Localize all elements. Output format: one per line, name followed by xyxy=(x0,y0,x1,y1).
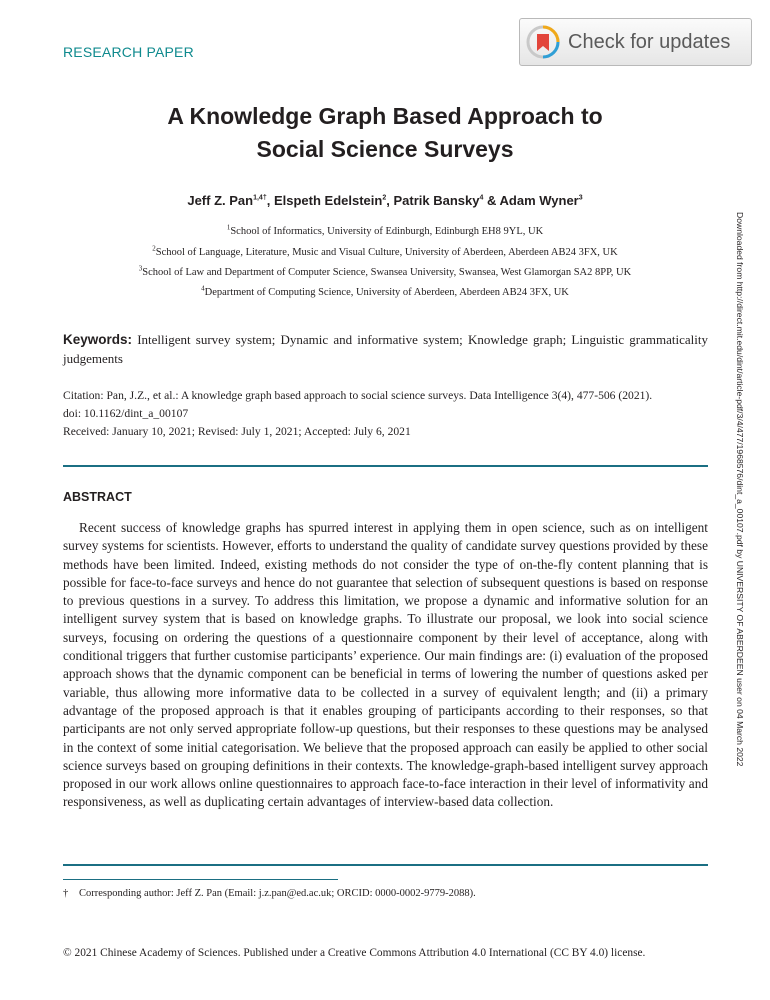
author-name: Patrik Bansky xyxy=(393,193,480,208)
footnote xyxy=(63,888,708,899)
affiliation xyxy=(60,244,710,258)
affiliation-sup: 4 xyxy=(201,284,205,293)
download-note: Downloaded from http://direct.mit.edu/dint/article-pdf/3/4/477/1968576/dint_a_00107.pdf by UNIVERSITY OF ABERDEEN user on 04 March 2022 xyxy=(735,212,745,767)
author-sep: & xyxy=(483,193,500,208)
citation-text: Citation: Pan, J.Z., et al.: A knowledge graph based approach to social science surveys. Data Intelligence 3(4), 477-506 (2021). xyxy=(63,389,653,402)
author-sep: , xyxy=(266,193,274,208)
footnote-mark: † xyxy=(63,888,69,899)
received-dates: Received: January 10, 2021; Revised: July 1, 2021; Accepted: July 6, 2021 xyxy=(63,425,411,438)
doi-link[interactable]: doi: 10.1162/dint_a_00107 xyxy=(63,407,189,420)
affiliation-sup: 1 xyxy=(226,223,231,232)
keywords-label: Keywords: xyxy=(63,332,133,347)
bookmark-ring-icon xyxy=(526,25,560,59)
author-sup: 1,4† xyxy=(253,194,267,202)
affiliation xyxy=(60,264,710,278)
section-label: RESEARCH PAPER xyxy=(63,44,194,60)
check-for-updates-label: Check for updates xyxy=(568,30,731,53)
affiliation-sup: 2 xyxy=(152,244,156,253)
affiliation-text: Department of Computing Science, University of Aberdeen, Aberdeen AB24 3FX, UK xyxy=(204,287,569,298)
citation-block xyxy=(63,387,713,441)
affiliation-sup: 3 xyxy=(138,264,143,273)
divider xyxy=(63,465,708,467)
author-sup: 3 xyxy=(578,194,583,202)
paper-title xyxy=(60,100,710,166)
affiliation-text: School of Law and Department of Computer Science, Swansea University, Swansea, West Glamorgan SA2 8PP, UK xyxy=(142,267,632,278)
copyright-notice: © 2021 Chinese Academy of Sciences. Published under a Creative Commons Attribution 4.0 International (CC BY 4.0) license. xyxy=(63,947,646,959)
abstract-heading: ABSTRACT xyxy=(63,490,132,504)
title-line-1: A Knowledge Graph Based Approach to xyxy=(167,103,603,129)
affiliation xyxy=(60,284,710,298)
check-for-updates-button[interactable] xyxy=(519,18,752,66)
download-note-wrapper xyxy=(728,212,752,802)
author-list xyxy=(60,193,710,208)
footnote-text: Corresponding author: Jeff Z. Pan (Email: j.z.pan@ed.ac.uk; ORCID: 0000-0002-9779-2088). xyxy=(79,888,476,899)
affiliation xyxy=(60,223,710,237)
author-sup: 2 xyxy=(382,194,387,202)
abstract-text: Recent success of knowledge graphs has spurred interest in applying them in open science, such as on intelligent survey systems for scientists. However, efforts to understand the quality of candidate survey questions provided by these methods have been limited. Indeed, existing methods do not consider the type of on-the-fly content planning that is possible for face-to-face surveys and hence do not guarantee that selection of subsequent questions is based on response to previous questions in a survey. To address this limitation, we propose a dynamic and informative solution for an intelligent survey system that is based on knowledge graphs. To illustrate our proposal, we look into social science surveys, focusing on ordering the questions of a questionnaire component by their level of acceptance, along with conditional triggers that further customise participants’ experience. Our main findings are: (i) evaluation of the proposed approach shows that the dynamic component can be beneficial in terms of lowering the number of questions asked per variable, thus allowing more informative data to be collected in a survey of equivalent length; and (ii) a primary advantage of the proposed approach is that it enables grouping of participants according to their responses, so that participants are not only served appropriate follow-up questions, but their responses to these questions may be analysed in the context of some initial categorisation. We believe that the proposed approach can easily be applied to other social science surveys based on grouping definitions in their contexts. The knowledge-graph-based intelligent survey approach proposed in our work allows online questionnaires to approach face-to-face interaction in their level of informativity and responsiveness, as well as duplicating certain advantages of interview-based data collection. xyxy=(63,520,708,810)
affiliation-text: School of Language, Literature, Music and Visual Culture, University of Aberdeen, Aberdeen AB24 3FX, UK xyxy=(155,247,618,258)
author-sep: , xyxy=(386,193,394,208)
author-name: Jeff Z. Pan xyxy=(187,193,254,208)
title-line-2: Social Science Surveys xyxy=(256,136,514,162)
author-name: Elspeth Edelstein xyxy=(273,193,383,208)
author-sup: 4 xyxy=(479,194,484,202)
author-name: Adam Wyner xyxy=(499,193,579,208)
keywords xyxy=(63,330,708,368)
footnote-divider xyxy=(63,879,338,880)
affiliation-text: School of Informatics, University of Edinburgh, Edinburgh EH8 9YL, UK xyxy=(230,226,544,237)
divider xyxy=(63,864,708,866)
keywords-text: Intelligent survey system; Dynamic and informative system; Knowledge graph; Linguistic grammaticality judgements xyxy=(63,332,709,366)
